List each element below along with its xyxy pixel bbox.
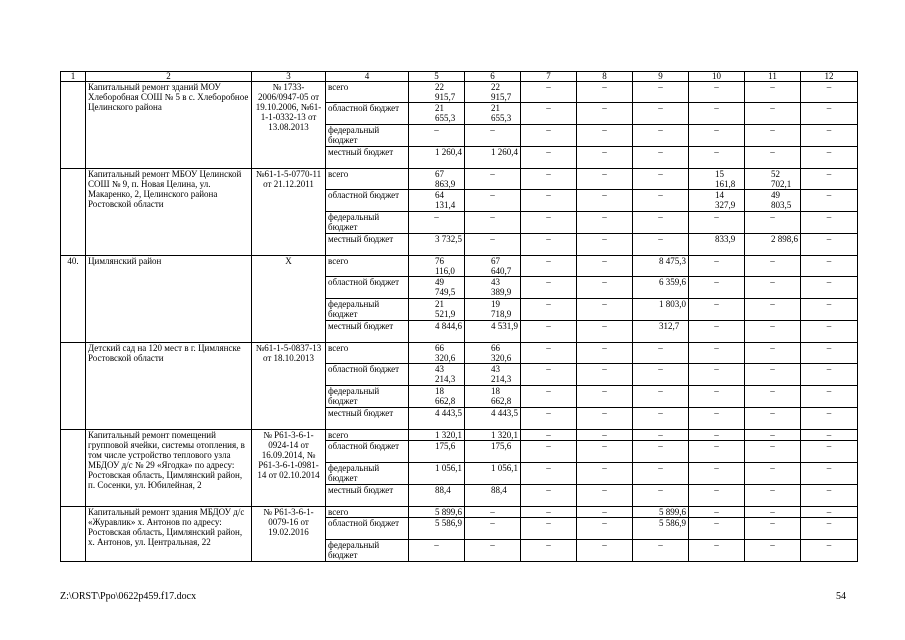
funding-source-cell: всего bbox=[326, 256, 409, 277]
value-cell: – bbox=[801, 540, 858, 562]
value-cell: 8 475,3 bbox=[633, 256, 689, 277]
value-cell: – bbox=[521, 212, 577, 234]
value-cell: 6 359,6 bbox=[633, 277, 689, 299]
value-cell: 5 586,9 bbox=[633, 518, 689, 540]
value-cell: – bbox=[577, 485, 633, 507]
value-cell: 18 662,8 bbox=[465, 386, 521, 408]
value-cell: – bbox=[577, 441, 633, 463]
funding-source-cell: федеральный бюджет bbox=[326, 299, 409, 321]
value-cell: – bbox=[633, 430, 689, 441]
column-number-header: 8 bbox=[577, 72, 633, 82]
table-header-row bbox=[61, 72, 858, 82]
value-cell: – bbox=[521, 463, 577, 485]
value-cell: 833,9 bbox=[689, 234, 745, 256]
document-reference-cell: № Р61-3-6-1-0924-14 от 16.09.2014, № Р61-3-6-1-0981-14 от 02.10.2014 bbox=[252, 430, 326, 507]
value-cell: – bbox=[577, 463, 633, 485]
value-cell: – bbox=[633, 190, 689, 212]
value-cell: 67 863,9 bbox=[409, 169, 465, 190]
value-cell: – bbox=[465, 518, 521, 540]
value-cell: – bbox=[801, 277, 858, 299]
value-cell: – bbox=[801, 234, 858, 256]
value-cell: – bbox=[689, 386, 745, 408]
value-cell: – bbox=[801, 103, 858, 125]
column-number-header: 6 bbox=[465, 72, 521, 82]
value-cell: – bbox=[801, 408, 858, 430]
value-cell: – bbox=[577, 364, 633, 386]
document-reference-cell: Х bbox=[252, 256, 326, 343]
value-cell: – bbox=[801, 147, 858, 169]
value-cell: – bbox=[577, 540, 633, 562]
footer-page-number: 54 bbox=[836, 591, 846, 602]
table-row bbox=[61, 256, 858, 277]
document-reference-cell: №61-1-5-0837-13 от 18.10.2013 bbox=[252, 343, 326, 430]
value-cell: – bbox=[409, 540, 465, 562]
value-cell: 4 531,9 bbox=[465, 321, 521, 343]
object-name-cell: Капитальный ремонт помещений групповой ячейки, системы отопления, в том числе устройство теплового узла МБДОУ д/с № 29 «Ягодка» по адресу: Ростовская область, Цимлянский район, п. Сосенки, ул. Юбилейная, 2 bbox=[86, 430, 252, 507]
value-cell: – bbox=[745, 463, 801, 485]
value-cell: – bbox=[409, 212, 465, 234]
funding-source-cell: областной бюджет bbox=[326, 277, 409, 299]
value-cell: – bbox=[521, 169, 577, 190]
value-cell: – bbox=[521, 386, 577, 408]
value-cell: – bbox=[801, 507, 858, 518]
value-cell: 1 320,1 bbox=[465, 430, 521, 441]
value-cell: 1 260,4 bbox=[465, 147, 521, 169]
funding-source-cell: федеральный бюджет bbox=[326, 125, 409, 147]
value-cell: 5 899,6 bbox=[409, 507, 465, 518]
value-cell: – bbox=[409, 125, 465, 147]
value-cell: 15 161,8 bbox=[689, 169, 745, 190]
value-cell: – bbox=[801, 364, 858, 386]
value-cell: 1 056,1 bbox=[409, 463, 465, 485]
value-cell: – bbox=[745, 540, 801, 562]
footer-file-path: Z:\ORST\Ppo\0622p459.f17.docx bbox=[60, 591, 197, 602]
value-cell: – bbox=[745, 386, 801, 408]
funding-source-cell: местный бюджет bbox=[326, 485, 409, 507]
row-number-cell bbox=[61, 82, 86, 169]
value-cell: – bbox=[633, 441, 689, 463]
table-row bbox=[61, 507, 858, 518]
value-cell: 76 116,0 bbox=[409, 256, 465, 277]
value-cell: – bbox=[521, 364, 577, 386]
value-cell: – bbox=[801, 386, 858, 408]
value-cell: – bbox=[577, 169, 633, 190]
value-cell: – bbox=[689, 125, 745, 147]
value-cell: – bbox=[465, 190, 521, 212]
value-cell: – bbox=[633, 147, 689, 169]
value-cell: – bbox=[745, 485, 801, 507]
table-row bbox=[61, 430, 858, 441]
value-cell: – bbox=[577, 103, 633, 125]
value-cell: – bbox=[801, 441, 858, 463]
document-reference-cell: № Р61-3-6-1-0079-16 от 19.02.2016 bbox=[252, 507, 326, 562]
value-cell: 43 214,3 bbox=[465, 364, 521, 386]
funding-source-cell: всего bbox=[326, 507, 409, 518]
value-cell: 14 327,9 bbox=[689, 190, 745, 212]
column-number-header: 10 bbox=[689, 72, 745, 82]
value-cell: – bbox=[465, 507, 521, 518]
value-cell: – bbox=[689, 321, 745, 343]
value-cell: – bbox=[801, 430, 858, 441]
funding-source-cell: федеральный бюджет bbox=[326, 386, 409, 408]
value-cell: – bbox=[689, 507, 745, 518]
value-cell: – bbox=[745, 256, 801, 277]
value-cell: 21 655,3 bbox=[409, 103, 465, 125]
value-cell: – bbox=[801, 463, 858, 485]
value-cell: – bbox=[521, 190, 577, 212]
value-cell: – bbox=[801, 321, 858, 343]
value-cell: – bbox=[745, 212, 801, 234]
value-cell: – bbox=[745, 277, 801, 299]
value-cell: – bbox=[633, 234, 689, 256]
value-cell: – bbox=[745, 299, 801, 321]
value-cell: 49 749,5 bbox=[409, 277, 465, 299]
value-cell: – bbox=[633, 408, 689, 430]
funding-source-cell: областной бюджет bbox=[326, 518, 409, 540]
funding-source-cell: всего bbox=[326, 430, 409, 441]
value-cell: – bbox=[633, 386, 689, 408]
value-cell: – bbox=[633, 540, 689, 562]
value-cell: – bbox=[745, 507, 801, 518]
value-cell: – bbox=[521, 147, 577, 169]
value-cell: – bbox=[465, 169, 521, 190]
value-cell: – bbox=[521, 540, 577, 562]
value-cell: – bbox=[689, 256, 745, 277]
value-cell: – bbox=[521, 518, 577, 540]
column-number-header: 9 bbox=[633, 72, 689, 82]
value-cell: – bbox=[577, 256, 633, 277]
value-cell: – bbox=[689, 485, 745, 507]
value-cell: – bbox=[801, 190, 858, 212]
column-number-header: 1 bbox=[61, 72, 86, 82]
value-cell: – bbox=[577, 234, 633, 256]
value-cell: – bbox=[521, 277, 577, 299]
value-cell: 5 899,6 bbox=[633, 507, 689, 518]
value-cell: 43 214,3 bbox=[409, 364, 465, 386]
value-cell: 4 443,5 bbox=[409, 408, 465, 430]
value-cell: 1 056,1 bbox=[465, 463, 521, 485]
value-cell: – bbox=[577, 386, 633, 408]
value-cell: – bbox=[465, 234, 521, 256]
value-cell: – bbox=[521, 430, 577, 441]
value-cell: – bbox=[745, 147, 801, 169]
value-cell: – bbox=[577, 190, 633, 212]
value-cell: – bbox=[801, 212, 858, 234]
value-cell: – bbox=[521, 408, 577, 430]
value-cell: – bbox=[521, 125, 577, 147]
value-cell: – bbox=[689, 299, 745, 321]
funding-source-cell: местный бюджет bbox=[326, 234, 409, 256]
value-cell: – bbox=[633, 212, 689, 234]
value-cell: – bbox=[521, 299, 577, 321]
funding-source-cell: областной бюджет bbox=[326, 103, 409, 125]
value-cell: – bbox=[521, 321, 577, 343]
document-reference-cell: № 1733-2006/0947-05 от 19.10.2006, №61-1-1-0332-13 от 13.08.2013 bbox=[252, 82, 326, 169]
funding-source-cell: всего bbox=[326, 169, 409, 190]
value-cell: – bbox=[521, 256, 577, 277]
row-number-cell bbox=[61, 169, 86, 256]
value-cell: – bbox=[577, 277, 633, 299]
value-cell: – bbox=[521, 103, 577, 125]
value-cell: – bbox=[745, 430, 801, 441]
value-cell: 88,4 bbox=[409, 485, 465, 507]
value-cell: – bbox=[577, 343, 633, 364]
value-cell: – bbox=[689, 430, 745, 441]
value-cell: – bbox=[521, 234, 577, 256]
value-cell: – bbox=[689, 147, 745, 169]
funding-source-cell: всего bbox=[326, 343, 409, 364]
value-cell: – bbox=[801, 256, 858, 277]
value-cell: – bbox=[465, 212, 521, 234]
row-number-cell bbox=[61, 430, 86, 507]
value-cell: 66 320,6 bbox=[409, 343, 465, 364]
value-cell: – bbox=[689, 103, 745, 125]
table-row bbox=[61, 82, 858, 103]
value-cell: – bbox=[745, 82, 801, 103]
value-cell: – bbox=[577, 299, 633, 321]
value-cell: 22 915,7 bbox=[409, 82, 465, 103]
funding-source-cell: федеральный бюджет bbox=[326, 212, 409, 234]
value-cell: 52 702,1 bbox=[745, 169, 801, 190]
value-cell: – bbox=[801, 169, 858, 190]
value-cell: – bbox=[745, 103, 801, 125]
value-cell: – bbox=[521, 82, 577, 103]
value-cell: – bbox=[745, 518, 801, 540]
row-number-cell bbox=[61, 507, 86, 562]
value-cell: – bbox=[577, 212, 633, 234]
value-cell: – bbox=[521, 441, 577, 463]
value-cell: 1 803,0 bbox=[633, 299, 689, 321]
funding-source-cell: областной бюджет bbox=[326, 190, 409, 212]
object-name-cell: Капитальный ремонт зданий МОУ Хлеборобная СОШ № 5 в с. Хлеборобное Целинского района bbox=[86, 82, 252, 169]
value-cell: – bbox=[521, 485, 577, 507]
table-row bbox=[61, 343, 858, 364]
value-cell: – bbox=[689, 518, 745, 540]
value-cell: – bbox=[633, 364, 689, 386]
funding-source-cell: областной бюджет bbox=[326, 364, 409, 386]
value-cell: – bbox=[633, 82, 689, 103]
funding-source-cell: областной бюджет bbox=[326, 441, 409, 463]
value-cell: 19 718,9 bbox=[465, 299, 521, 321]
value-cell: 175,6 bbox=[409, 441, 465, 463]
value-cell: – bbox=[689, 441, 745, 463]
funding-source-cell: федеральный бюджет bbox=[326, 463, 409, 485]
row-number-cell: 40. bbox=[61, 256, 86, 343]
value-cell: 4 844,6 bbox=[409, 321, 465, 343]
value-cell: – bbox=[689, 82, 745, 103]
column-number-header: 3 bbox=[252, 72, 326, 82]
value-cell: – bbox=[689, 408, 745, 430]
value-cell: – bbox=[745, 125, 801, 147]
value-cell: 66 320,6 bbox=[465, 343, 521, 364]
value-cell: 18 662,8 bbox=[409, 386, 465, 408]
value-cell: – bbox=[633, 463, 689, 485]
value-cell: – bbox=[689, 277, 745, 299]
value-cell: – bbox=[801, 485, 858, 507]
value-cell: – bbox=[745, 321, 801, 343]
value-cell: – bbox=[577, 321, 633, 343]
value-cell: – bbox=[633, 485, 689, 507]
value-cell: – bbox=[465, 125, 521, 147]
funding-source-cell: местный бюджет bbox=[326, 147, 409, 169]
value-cell: – bbox=[689, 212, 745, 234]
value-cell: – bbox=[745, 408, 801, 430]
column-number-header: 11 bbox=[745, 72, 801, 82]
column-number-header: 7 bbox=[521, 72, 577, 82]
value-cell: 21 521,9 bbox=[409, 299, 465, 321]
value-cell: 67 640,7 bbox=[465, 256, 521, 277]
value-cell: – bbox=[577, 82, 633, 103]
value-cell: – bbox=[577, 408, 633, 430]
value-cell: 22 915,7 bbox=[465, 82, 521, 103]
table-row bbox=[61, 169, 858, 190]
value-cell: 3 732,5 bbox=[409, 234, 465, 256]
value-cell: – bbox=[801, 82, 858, 103]
value-cell: – bbox=[633, 103, 689, 125]
value-cell: – bbox=[633, 169, 689, 190]
column-number-header: 4 bbox=[326, 72, 409, 82]
value-cell: 1 260,4 bbox=[409, 147, 465, 169]
value-cell: – bbox=[801, 343, 858, 364]
column-number-header: 2 bbox=[86, 72, 252, 82]
value-cell: – bbox=[801, 125, 858, 147]
value-cell: – bbox=[577, 518, 633, 540]
row-number-cell bbox=[61, 343, 86, 430]
column-number-header: 12 bbox=[801, 72, 858, 82]
value-cell: 1 320,1 bbox=[409, 430, 465, 441]
value-cell: 175,6 bbox=[465, 441, 521, 463]
value-cell: 312,7 bbox=[633, 321, 689, 343]
document-reference-cell: №61-1-5-0770-11 от 21.12.2011 bbox=[252, 169, 326, 256]
value-cell: – bbox=[577, 147, 633, 169]
value-cell: – bbox=[633, 343, 689, 364]
funding-source-cell: местный бюджет bbox=[326, 321, 409, 343]
value-cell: – bbox=[689, 364, 745, 386]
value-cell: – bbox=[689, 463, 745, 485]
value-cell: 49 803,5 bbox=[745, 190, 801, 212]
value-cell: – bbox=[745, 441, 801, 463]
value-cell: – bbox=[745, 343, 801, 364]
value-cell: 64 131,4 bbox=[409, 190, 465, 212]
value-cell: 2 898,6 bbox=[745, 234, 801, 256]
value-cell: – bbox=[521, 507, 577, 518]
object-name-cell: Детский сад на 120 мест в г. Цимлянске Ростовской области bbox=[86, 343, 252, 430]
value-cell: – bbox=[801, 518, 858, 540]
value-cell: – bbox=[577, 125, 633, 147]
value-cell: – bbox=[577, 430, 633, 441]
funding-source-cell: федеральный бюджет bbox=[326, 540, 409, 562]
value-cell: – bbox=[521, 343, 577, 364]
object-name-cell: Капитальный ремонт здания МБДОУ д/с «Журавлик» х. Антонов по адресу: Ростовская область, Цимлянский район, х. Антонов, ул. Центральная, 22 bbox=[86, 507, 252, 562]
value-cell: – bbox=[745, 364, 801, 386]
value-cell: – bbox=[633, 125, 689, 147]
value-cell: – bbox=[465, 540, 521, 562]
value-cell: 4 443,5 bbox=[465, 408, 521, 430]
funding-source-cell: местный бюджет bbox=[326, 408, 409, 430]
value-cell: – bbox=[689, 343, 745, 364]
data-table bbox=[60, 71, 858, 562]
value-cell: – bbox=[689, 540, 745, 562]
object-name-cell: Цимлянский район bbox=[86, 256, 252, 343]
value-cell: 21 655,3 bbox=[465, 103, 521, 125]
value-cell: – bbox=[577, 507, 633, 518]
column-number-header: 5 bbox=[409, 72, 465, 82]
value-cell: 5 586,9 bbox=[409, 518, 465, 540]
funding-source-cell: всего bbox=[326, 82, 409, 103]
value-cell: 43 389,9 bbox=[465, 277, 521, 299]
value-cell: 88,4 bbox=[465, 485, 521, 507]
value-cell: – bbox=[801, 299, 858, 321]
object-name-cell: Капитальный ремонт МБОУ Целинской СОШ № 9, п. Новая Целина, ул. Макаренко, 2, Целинского района Ростовской области bbox=[86, 169, 252, 256]
